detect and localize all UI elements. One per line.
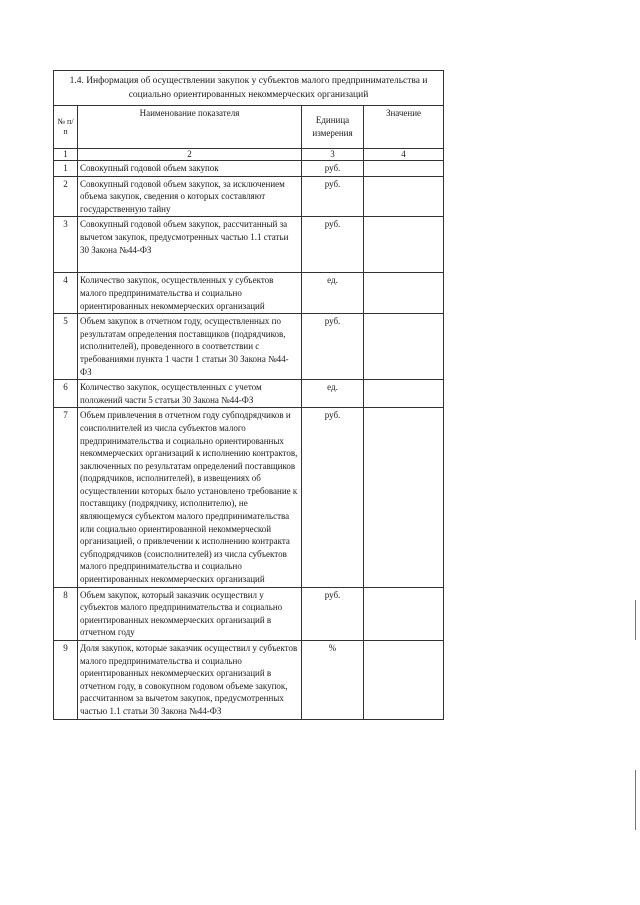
column-number: 2 — [78, 149, 302, 161]
column-number: 4 — [364, 149, 444, 161]
row-unit: руб. — [302, 161, 364, 177]
column-number-row — [54, 149, 444, 161]
row-num: 4 — [54, 273, 78, 314]
row-value — [364, 408, 444, 587]
row-name: Совокупный годовой объем закупок, за исключением объема закупок, сведения о которых составляют государственную тайну — [78, 176, 302, 217]
row-name: Совокупный годовой объем закупок, рассчитанный за вычетом закупок, предусмотренных частью 1.1 статьи 30 Закона №44-ФЗ — [78, 217, 302, 273]
row-value — [364, 314, 444, 380]
table-row — [54, 273, 444, 314]
procurement-info-table — [53, 70, 444, 720]
header-unit: Единица измерения — [302, 106, 364, 149]
row-unit: ед. — [302, 273, 364, 314]
header-name: Наименование показателя — [78, 106, 302, 149]
row-num: 3 — [54, 217, 78, 273]
row-value — [364, 587, 444, 640]
row-value — [364, 380, 444, 408]
table-row — [54, 641, 444, 720]
row-num: 2 — [54, 176, 78, 217]
table-row — [54, 217, 444, 273]
header-num: № п/п — [54, 106, 78, 149]
row-unit: руб. — [302, 314, 364, 380]
row-unit: руб. — [302, 587, 364, 640]
row-num: 1 — [54, 161, 78, 177]
column-number: 3 — [302, 149, 364, 161]
table-row — [54, 314, 444, 380]
row-num: 5 — [54, 314, 78, 380]
row-name: Совокупный годовой объем закупок — [78, 161, 302, 177]
scan-edge-mark — [635, 770, 636, 830]
row-value — [364, 273, 444, 314]
row-num: 8 — [54, 587, 78, 640]
header-row — [54, 106, 444, 149]
table-title-row — [54, 71, 444, 106]
row-name: Объем привлечения в отчетном году субподрядчиков и соисполнителей из числа субъектов малого предпринимательства и социально ориентированных некоммерческих организаций к исполнению контрактов, заключенных по результатам определений поставщиков (подрядчиков, исполнителей), в извещениях об осуществлении которых было установлено требование к поставщику (подрядчику, исполнителю), не являющемуся субъектом малого предпринимательства или социально ориентированной некоммерческой организацией, о привлечении к исполнению контракта субподрядчиков (соисполнителей) из числа субъектов малого предпринимательства и социально ориентированных некоммерческих организаций — [78, 408, 302, 587]
table-row — [54, 380, 444, 408]
row-num: 6 — [54, 380, 78, 408]
table-title: 1.4. Информация об осуществлении закупок у субъектов малого предпринимательства и социально ориентированных некоммерческих организаций — [54, 71, 444, 106]
row-name: Объем закупок в отчетном году, осуществленных по результатам определения поставщиков (подрядчиков, исполнителей), проведенного в соответствии с требованиями пункта 1 части 1 статьи 30 Закона №44-ФЗ — [78, 314, 302, 380]
row-unit: % — [302, 641, 364, 720]
row-unit: ед. — [302, 380, 364, 408]
row-value — [364, 161, 444, 177]
row-name: Количество закупок, осуществленных у субъектов малого предпринимательства и социально ориентированных некоммерческих организаций — [78, 273, 302, 314]
row-unit: руб. — [302, 408, 364, 587]
row-name: Количество закупок, осуществленных с учетом положений части 5 статьи 30 Закона №44-ФЗ — [78, 380, 302, 408]
row-value — [364, 641, 444, 720]
column-number: 1 — [54, 149, 78, 161]
row-unit: руб. — [302, 176, 364, 217]
table-row — [54, 587, 444, 640]
row-value — [364, 217, 444, 273]
row-num: 9 — [54, 641, 78, 720]
table-row — [54, 176, 444, 217]
row-name: Объем закупок, который заказчик осуществил у субъектов малого предпринимательства и социально ориентированных некоммерческих организаций в отчетном году — [78, 587, 302, 640]
report-sheet — [53, 70, 443, 720]
table-row — [54, 161, 444, 177]
row-value — [364, 176, 444, 217]
row-name: Доля закупок, которые заказчик осуществил у субъектов малого предпринимательства и социально ориентированных некоммерческих организаций в отчетном году, в совокупном годовом объеме закупок, рассчитанном за вычетом закупок, предусмотренных частью 1.1 статьи 30 Закона №44-ФЗ — [78, 641, 302, 720]
row-unit: руб. — [302, 217, 364, 273]
table-row — [54, 408, 444, 587]
row-num: 7 — [54, 408, 78, 587]
header-value: Значение — [364, 106, 444, 149]
scan-edge-mark — [635, 600, 636, 640]
